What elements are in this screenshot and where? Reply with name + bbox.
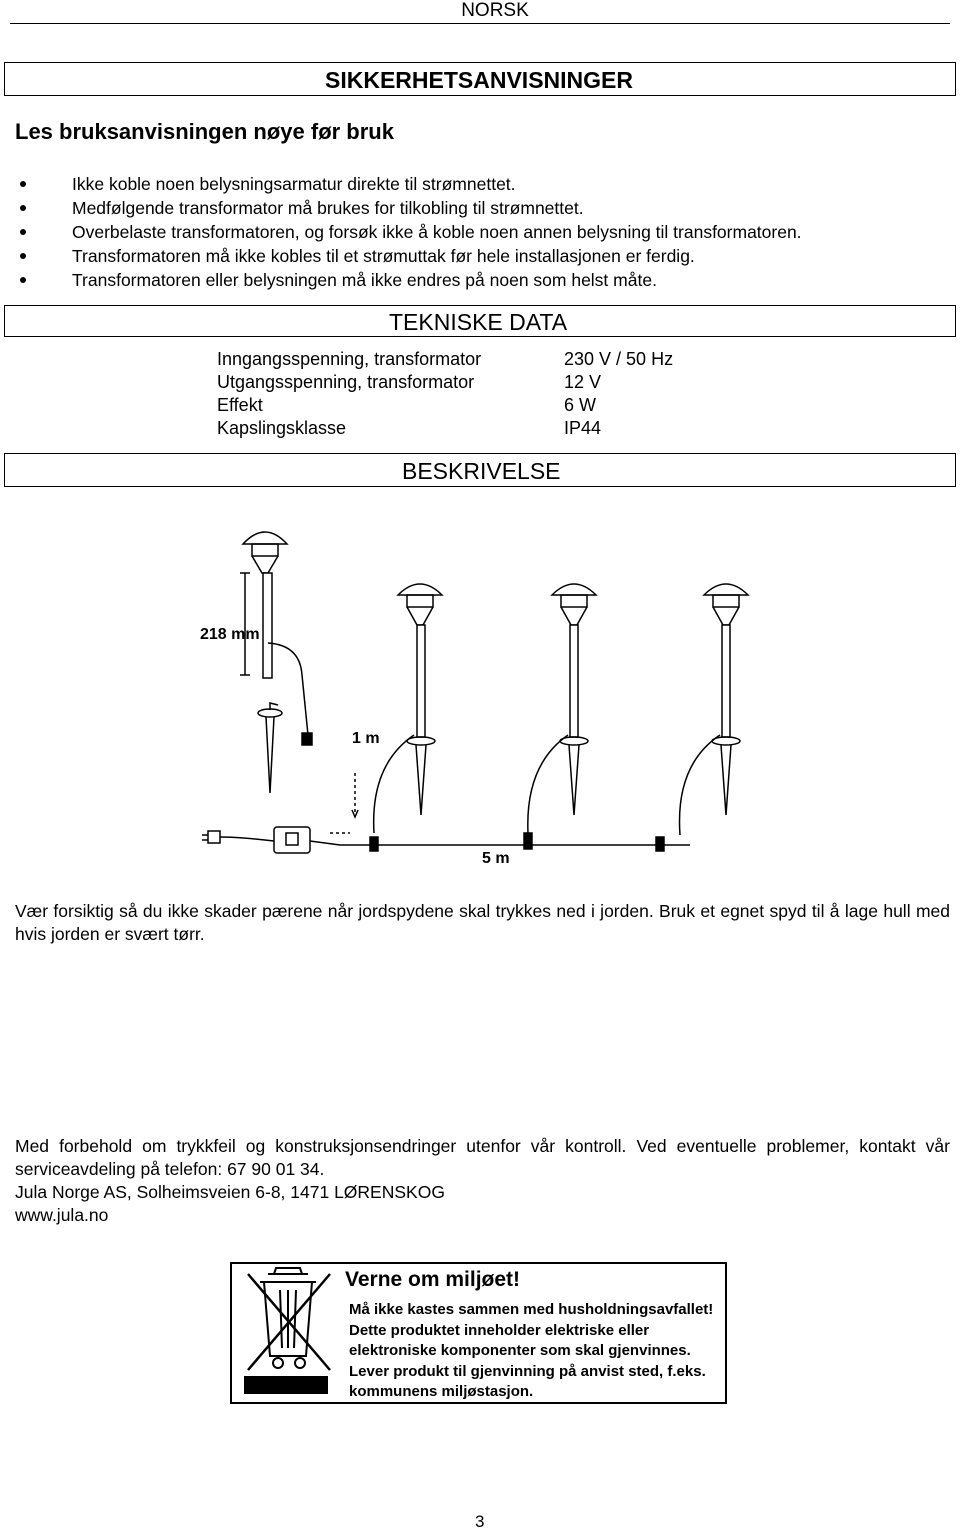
bullet-icon (20, 181, 26, 187)
safety-lead-title: Les bruksanvisningen nøye før bruk (15, 119, 394, 144)
company-address: Jula Norge AS, Solheimsveien 6-8, 1471 LØRENSKOG (15, 1182, 445, 1202)
safety-item: Transformatoren eller belysningen må ikke endres på noen som helst måte. (0, 268, 802, 292)
safety-item: Medfølgende transformator må brukes for tilkobling til strømnettet. (0, 196, 802, 220)
safety-heading: SIKKERHETSANVISNINGER (325, 67, 633, 93)
spec-row (217, 371, 673, 394)
cable-and-transformer (202, 773, 690, 853)
safety-item: Ikke koble noen belysningsarmatur direkte til strømnettet. (0, 172, 802, 196)
lamp-illustration (680, 584, 749, 835)
safety-heading-box (4, 62, 956, 96)
spec-label: Utgangsspenning, transformator (217, 372, 475, 392)
spec-value: 230 V / 50 Hz (564, 349, 674, 369)
tech-heading-box (4, 305, 956, 337)
tech-heading: TEKNISKE DATA (389, 309, 568, 335)
spec-value: IP44 (564, 418, 602, 438)
spec-row (217, 394, 673, 417)
header-divider (10, 23, 950, 24)
safety-item: Transformatoren må ikke kobles til et strømuttak før hele installasjonen er ferdig. (0, 244, 802, 268)
spec-label: Effekt (217, 395, 263, 415)
lamp-illustration (374, 584, 442, 833)
page-number: 3 (475, 1512, 485, 1531)
header-language: NORSK (461, 0, 529, 21)
environment-notice-text: Må ikke kastes sammen med husholdningsavfallet! Dette produktet inneholder elektriske eller elektroniske komponenter som skal gjenvinnes. Lever produkt til gjenvinning på anvist sted, f.eks. kommunens miljøstasjon. (349, 1301, 714, 1400)
bullet-icon (20, 277, 26, 283)
crossed-bin-icon (238, 1264, 338, 1402)
description-heading: BESKRIVELSE (402, 458, 561, 484)
spec-row (217, 417, 673, 440)
bullet-icon (20, 229, 26, 235)
environment-notice (230, 1262, 727, 1404)
company-website: www.jula.no (15, 1205, 109, 1225)
spec-value: 12 V (564, 372, 602, 392)
height-dimension-label: 218 mm (200, 626, 260, 643)
contact-block (15, 1135, 950, 1227)
spec-value: 6 W (564, 395, 597, 415)
spec-label: Kapslingsklasse (217, 418, 347, 438)
spec-row (217, 348, 673, 371)
environment-notice-title: Verne om miljøet! (345, 1268, 521, 1291)
description-heading-box (4, 453, 956, 487)
bullet-icon (20, 253, 26, 259)
lamp-illustration (528, 584, 596, 833)
spec-label: Inngangsspenning, transformator (217, 349, 482, 369)
tech-spec-table (217, 348, 673, 440)
short-cable-label: 1 m (352, 730, 380, 747)
long-cable-label: 5 m (482, 850, 510, 867)
bullet-icon (20, 205, 26, 211)
garden-light-diagram (190, 515, 770, 875)
safety-list (0, 172, 802, 292)
lamp-illustration (240, 532, 312, 793)
disclaimer-text: Med forbehold om trykkfeil og konstruksjonsendringer utenfor vår kontroll. Ved eventuelle problemer, kontakt vår serviceavdeling på telefon: 67 90 01 34. (15, 1136, 950, 1179)
installation-warning: Vær forsiktig så du ikke skader pærene når jordspydene skal trykkes ned i jorden. Bruk et egnet spyd til å lage hull med hvis jorden er svært tørr. (15, 901, 950, 944)
safety-item: Overbelaste transformatoren, og forsøk ikke å koble noen annen belysning til transformatoren. (0, 220, 802, 244)
